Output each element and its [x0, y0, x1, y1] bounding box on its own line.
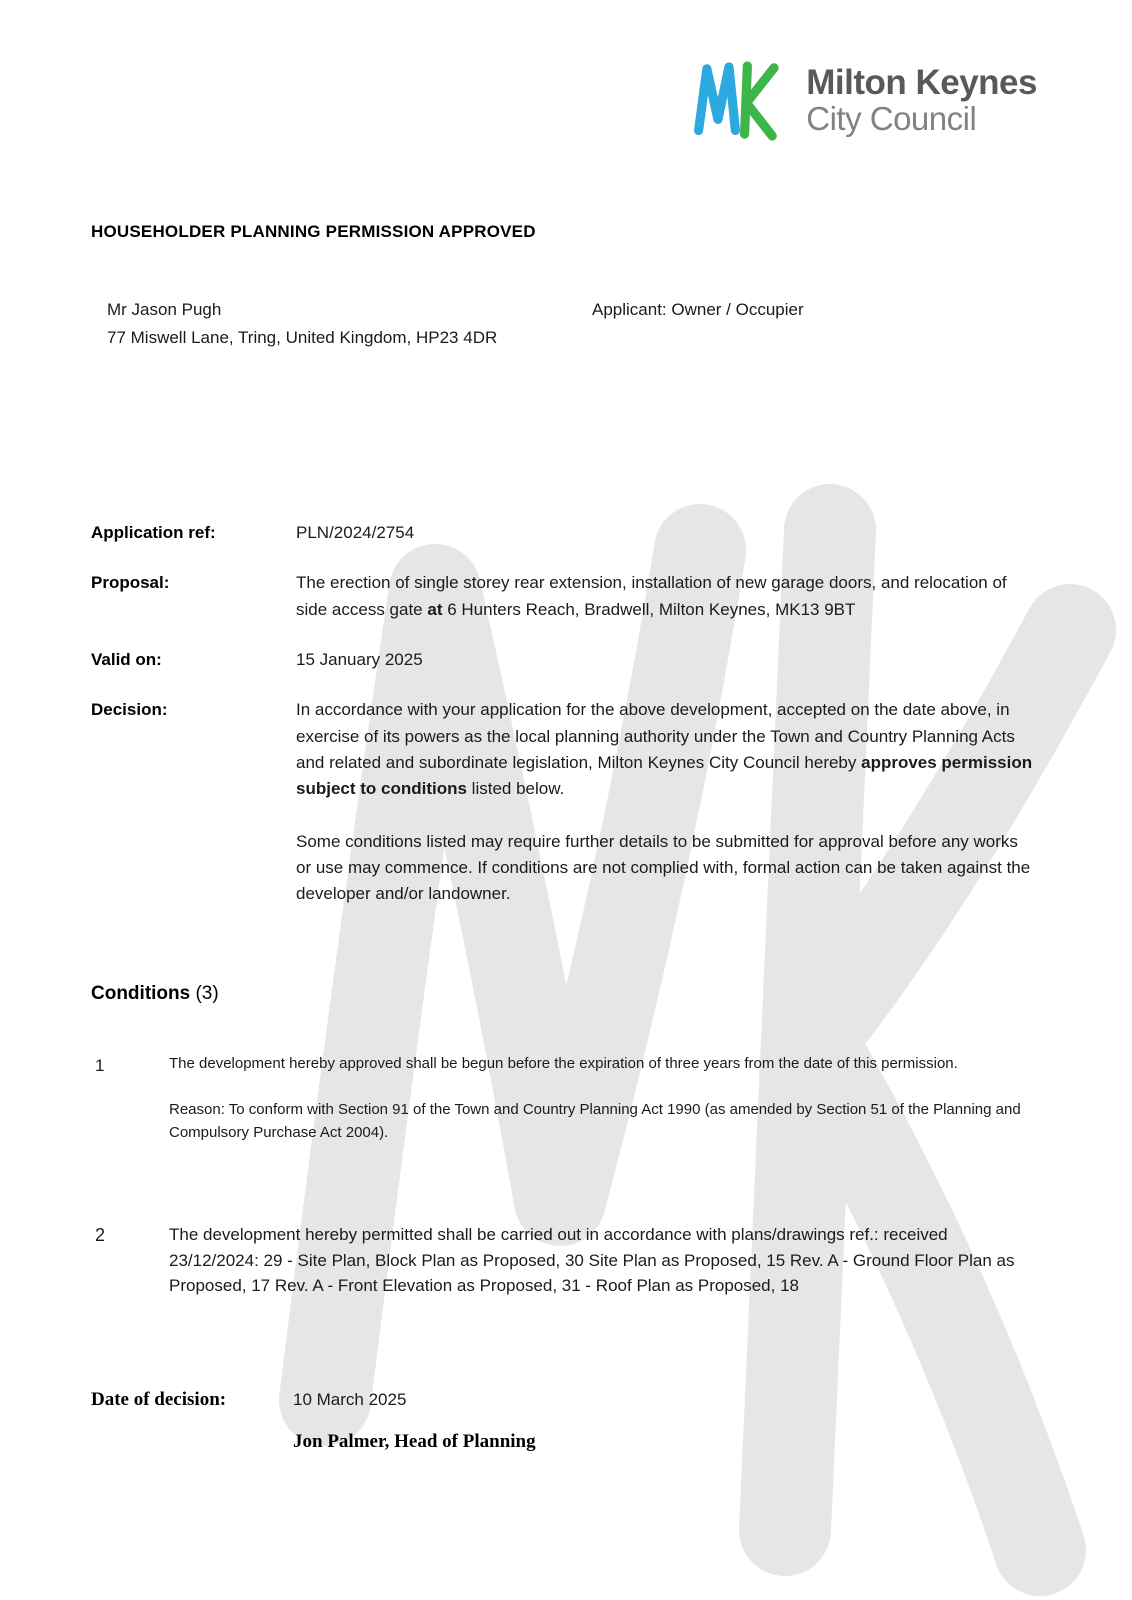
decision-date-value: 10 March 2025 [293, 1389, 407, 1409]
logo [688, 55, 1037, 147]
brand-subname: City Council [806, 100, 977, 138]
proposal-value [296, 570, 1035, 623]
conditions-heading [91, 983, 1035, 1005]
application-ref-label: Application ref: [91, 523, 216, 542]
footer [91, 1389, 1035, 1453]
condition-body [169, 1053, 1035, 1145]
condition-item [91, 1053, 1035, 1145]
applicant-address: 77 Miswell Lane, Tring, United Kingdom, HP23 4DR [107, 328, 498, 347]
condition-number: 2 [95, 1225, 106, 1246]
application-ref-value: PLN/2024/2754 [296, 523, 415, 542]
decision-value [296, 697, 1035, 907]
proposal-text-pre: The erection of single storey rear extension, installation of new garage doors, and relocation of side access gate [296, 573, 1007, 619]
conditions-heading-word: Conditions [91, 982, 191, 1004]
condition-item [91, 1222, 1035, 1299]
conditions-heading-count: (3) [190, 982, 219, 1004]
decision-label: Decision: [91, 700, 168, 720]
decision-date-row [91, 1389, 1035, 1411]
mk-logo-icon [688, 55, 792, 147]
applicant-block [107, 300, 1035, 348]
condition-text: The development hereby approved shall be begun before the expiration of three years from the date of this permission. [169, 1054, 958, 1072]
valid-on-label: Valid on: [91, 650, 162, 670]
applicant-name: Mr Jason Pugh [107, 300, 222, 319]
decision-paragraph-2: Some conditions listed may require further details to be submitted for approval before any works or use may commence. If conditions are not complied with, formal action can be taken against the developer and/or landowner. [296, 831, 1031, 904]
condition-number: 1 [95, 1055, 105, 1075]
proposal-label: Proposal: [91, 573, 170, 593]
condition-text: The development hereby permitted shall be carried out in accordance with plans/drawings ref.: received 23/12/2024: 29 - Site Plan, Block Plan as Proposed, 30 Site Plan as Proposed, 15 Rev. A - Ground Floor Plan as Proposed, 17 Rev. A - Front Elevation as Proposed, 31 - Roof Plan as Proposed, 18 [169, 1225, 1015, 1296]
decision-paragraph-1 [296, 697, 1035, 802]
signature-line: Jon Palmer, Head of Planning [293, 1430, 536, 1452]
applicant-address-block [107, 300, 592, 348]
decision-text-post: listed below. [466, 779, 565, 799]
brand-text [806, 65, 1037, 136]
valid-on-value: 15 January 2025 [296, 650, 423, 670]
details-grid [91, 520, 1035, 908]
proposal-text-post: 6 Hunters Reach, Bradwell, Milton Keynes, MK13 9BT [442, 599, 856, 619]
applicant-type: Applicant: Owner / Occupier [592, 300, 804, 319]
brand-name: Milton Keynes [806, 63, 1037, 103]
decision-text-pre: In accordance with your application for the above development, accepted on the date above, in exercise of its powers as the local planning authority under the Town and Country Planning Acts and related and subordinate legislation, Milton Keynes City Council hereby [296, 700, 1015, 773]
decision-date-label: Date of decision: [91, 1388, 227, 1410]
decision-text-bold: approves permission subject to conditions [296, 753, 1033, 799]
proposal-text-bold: at [427, 599, 443, 619]
logo-k-stroke [745, 66, 774, 136]
condition-body [169, 1222, 1035, 1299]
document-title: HOUSEHOLDER PLANNING PERMISSION APPROVED [91, 222, 536, 241]
logo-m-stroke [699, 67, 736, 130]
condition-reason: Reason: To conform with Section 91 of the Town and Country Planning Act 1990 (as amended by Section 51 of the Planning and Compulsory Purchase Act 2004). [169, 1101, 1021, 1141]
